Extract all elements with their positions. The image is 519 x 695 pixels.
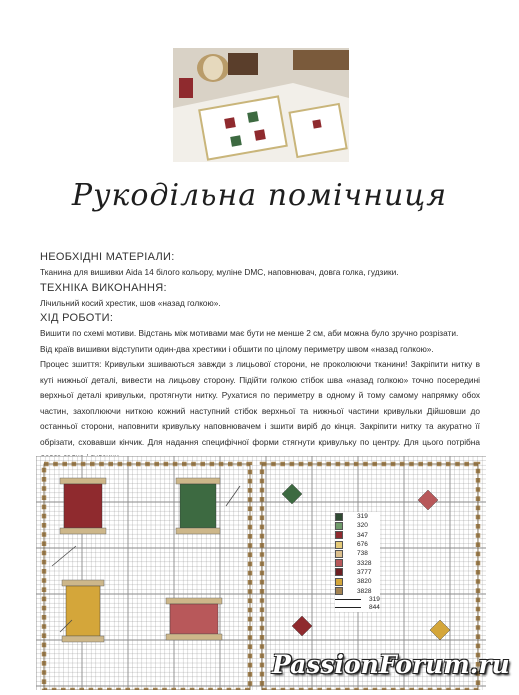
legend-code: 3777 [357,568,372,576]
spool-green-top [176,478,220,484]
color-legend [335,512,380,612]
steps-paragraph-2: Від країв вишивки відступити один-два хрестики і обшити по цілому периметру швом «назад голкою». [40,343,434,354]
legend-item [335,568,380,577]
legend-swatch [335,513,343,521]
legend-code: 3828 [357,587,372,595]
legend-swatch [335,531,343,539]
legend-item [335,586,380,595]
legend-item [335,540,380,549]
legend-swatch [335,541,343,549]
legend-swatch [335,568,343,576]
spool-red-thread [64,484,102,528]
legend-item [335,577,380,586]
steps-heading: ХІД РОБОТИ: [40,312,114,324]
spool-rose-top [166,598,222,604]
steps-paragraph-1: Вишити по схемі мотиви. Відстань між мотивами має бути не менше 2 см, аби можна було зручно розрізати. [40,328,459,338]
spool-red-bottom [60,528,106,534]
spool-green-bottom [176,528,220,534]
legend-swatch [335,578,343,586]
legend-line-code: 319 [369,596,380,604]
steps-paragraph-3: Процес зшиття: Кривульки зшиваються завжди з лицьової сторони, не проколюючи тканини! Закріпити нитку в куті нижньої деталі, вивести на лицьову сторону. Пiдiйти голкою стібок шва «назад голкою» точно посередині верхньої деталі кривульки, протягнути нитку. Рухатися по периметру в одному й тому самому напрямку обох частин, захоплюючи ниткою кожний наступний стібок верхньої та нижньої частини кривульки Дійшовши до останньої сторони, наповнити кривульку наповнювачем і зшити виріб до кінця. Закріпити нитку та акуратно її обрізати, сховавши кінчик. Для надання специфічної форми стягнути кривульку по центру. Для цього потрібна [40,359,480,447]
legend-code: 3820 [357,578,372,586]
legend-swatch [335,522,343,530]
legend-code: 3328 [357,559,372,567]
legend-item [335,512,380,521]
legend-item [335,531,380,540]
legend-item [335,558,380,567]
spool-yellow-thread [66,586,100,636]
legend-code: 676 [357,541,368,549]
spool-rose-thread [170,604,218,634]
legend-line-item [335,596,380,604]
spool-green-thread [180,484,216,528]
instructions [40,250,480,466]
legend-line [335,599,361,600]
legend-code: 319 [357,513,368,521]
legend-item [335,549,380,558]
legend-swatch [335,550,343,558]
technique-text: Лічильний косий хрестик, шов «назад голкою». [40,297,221,308]
photo-illustration [173,48,349,162]
legend-line-code: 844 [369,604,380,612]
page-title: Рукодільна помічниця [71,178,448,213]
watermark: PassionForum.ru [272,650,510,679]
spool-yellow-top [62,580,104,586]
legend-code: 347 [357,531,368,539]
product-photo [173,48,349,162]
legend-code: 738 [357,550,368,558]
spool-yellow-bottom [62,636,104,642]
spool-red-top [60,478,106,484]
legend-swatch [335,559,343,567]
legend-line [335,607,361,608]
spool-rose-bottom [166,634,222,640]
legend-code: 320 [357,522,368,530]
materials-heading: НЕОБХІДНІ МАТЕРІАЛИ: [40,251,175,263]
legend-swatch [335,587,343,595]
legend-line-item [335,604,380,612]
legend-item [335,521,380,530]
technique-heading: ТЕХНІКА ВИКОНАННЯ: [40,281,167,294]
materials-text: Тканина для вишивки Aida 14 білого кольору, муліне DMC, наповнювач, довга голка, гудзики. [40,267,399,277]
